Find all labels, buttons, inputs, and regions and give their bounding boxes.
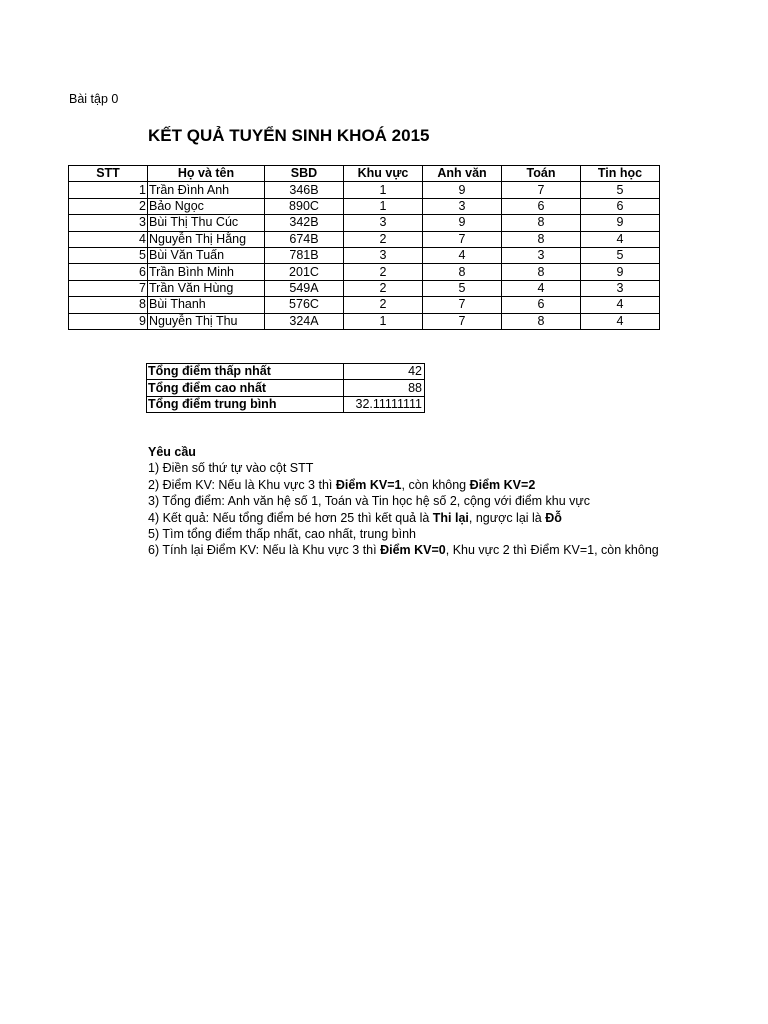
requirement-line <box>148 493 659 509</box>
cell-stt: 5 <box>69 247 148 263</box>
col-header-english: Anh văn <box>423 166 502 182</box>
summary-row-max <box>147 380 425 396</box>
table-row <box>69 247 660 263</box>
requirement-emphasis: Thi lại <box>432 510 469 525</box>
results-table <box>68 165 660 330</box>
requirement-text: 4) Kết quả: Nếu tổng điểm bé hơn 25 thì kết quả là <box>148 510 433 525</box>
cell-math: 4 <box>502 280 581 296</box>
cell-sbd: 324A <box>265 313 344 329</box>
cell-math: 6 <box>502 297 581 313</box>
cell-stt: 3 <box>69 215 148 231</box>
col-header-sbd: SBD <box>265 166 344 182</box>
cell-region: 3 <box>344 215 423 231</box>
cell-math: 8 <box>502 264 581 280</box>
requirement-line <box>148 510 659 526</box>
cell-english: 5 <box>423 280 502 296</box>
cell-name: Nguyễn Thị Hằng <box>148 231 265 247</box>
cell-informatics: 6 <box>581 198 660 214</box>
cell-english: 9 <box>423 182 502 198</box>
requirement-text: , còn không <box>401 477 470 492</box>
requirement-emphasis: Điểm KV=0 <box>380 543 446 558</box>
cell-name: Trần Văn Hùng <box>148 280 265 296</box>
cell-name: Bùi Văn Tuấn <box>148 247 265 263</box>
cell-informatics: 4 <box>581 297 660 313</box>
requirement-emphasis: Điểm KV=2 <box>469 477 536 492</box>
requirement-emphasis: Đỗ <box>545 510 562 525</box>
requirement-text: 1) Điền số thứ tự vào cột STT <box>148 461 314 476</box>
cell-sbd: 346B <box>265 182 344 198</box>
cell-english: 7 <box>423 297 502 313</box>
summary-value: 88 <box>344 380 425 396</box>
table-row <box>69 198 660 214</box>
cell-sbd: 890C <box>265 198 344 214</box>
cell-sbd: 342B <box>265 215 344 231</box>
cell-english: 9 <box>423 215 502 231</box>
requirement-line <box>148 460 659 476</box>
table-row <box>69 297 660 313</box>
col-header-region: Khu vực <box>344 166 423 182</box>
cell-sbd: 201C <box>265 264 344 280</box>
summary-value: 42 <box>344 364 425 380</box>
cell-region: 2 <box>344 231 423 247</box>
col-header-informatics: Tin học <box>581 166 660 182</box>
summary-value: 32.11111111 <box>344 396 425 412</box>
cell-region: 2 <box>344 264 423 280</box>
page-title: KẾT QUẢ TUYỂN SINH KHOÁ 2015 <box>148 126 430 145</box>
cell-name: Bùi Thị Thu Cúc <box>148 215 265 231</box>
cell-region: 1 <box>344 313 423 329</box>
cell-math: 8 <box>502 313 581 329</box>
cell-english: 3 <box>423 198 502 214</box>
requirements-heading: Yêu cầu <box>148 445 196 459</box>
requirements-section <box>148 444 659 559</box>
cell-informatics: 4 <box>581 313 660 329</box>
header-row <box>69 166 660 182</box>
requirement-text: 6) Tính lại Điểm KV: Nếu là Khu vực 3 thì <box>148 543 381 558</box>
summary-row-avg <box>147 396 425 412</box>
requirement-line <box>148 477 659 493</box>
requirements-list <box>148 460 659 558</box>
cell-english: 4 <box>423 247 502 263</box>
table-row <box>69 313 660 329</box>
cell-informatics: 9 <box>581 215 660 231</box>
table-row <box>69 215 660 231</box>
cell-english: 8 <box>423 264 502 280</box>
cell-informatics: 4 <box>581 231 660 247</box>
summary-row-min <box>147 364 425 380</box>
cell-math: 7 <box>502 182 581 198</box>
table-row <box>69 182 660 198</box>
sheet-label: Bài tập 0 <box>69 92 119 106</box>
cell-stt: 7 <box>69 280 148 296</box>
table-row <box>69 264 660 280</box>
cell-stt: 6 <box>69 264 148 280</box>
cell-stt: 1 <box>69 182 148 198</box>
cell-informatics: 5 <box>581 247 660 263</box>
cell-region: 1 <box>344 198 423 214</box>
cell-informatics: 3 <box>581 280 660 296</box>
requirement-text: 3) Tổng điểm: Anh văn hệ số 1, Toán và Tin học hệ số 2, cộng với điểm khu vực <box>148 494 591 509</box>
col-header-name: Họ và tên <box>148 166 265 182</box>
cell-region: 3 <box>344 247 423 263</box>
col-header-stt: STT <box>69 166 148 182</box>
cell-region: 1 <box>344 182 423 198</box>
summary-label: Tổng điểm thấp nhất <box>147 364 344 380</box>
cell-name: Trần Bình Minh <box>148 264 265 280</box>
requirement-text: , ngược lại là <box>468 510 546 525</box>
requirement-text: 5) Tìm tổng điểm thấp nhất, cao nhất, trung bình <box>148 527 416 542</box>
cell-name: Nguyễn Thị Thu <box>148 313 265 329</box>
cell-sbd: 549A <box>265 280 344 296</box>
requirement-emphasis: Điểm KV=1 <box>335 477 402 492</box>
requirement-text: , Khu vực 2 thì Điểm KV=1, còn không <box>445 543 659 558</box>
cell-english: 7 <box>423 313 502 329</box>
table-row <box>69 231 660 247</box>
cell-math: 6 <box>502 198 581 214</box>
cell-sbd: 576C <box>265 297 344 313</box>
cell-math: 3 <box>502 247 581 263</box>
cell-stt: 8 <box>69 297 148 313</box>
cell-name: Trần Đình Anh <box>148 182 265 198</box>
cell-informatics: 5 <box>581 182 660 198</box>
summary-label: Tổng điểm trung bình <box>147 396 344 412</box>
cell-stt: 9 <box>69 313 148 329</box>
cell-stt: 4 <box>69 231 148 247</box>
cell-name: Bùi Thanh <box>148 297 265 313</box>
requirement-line <box>148 526 659 542</box>
cell-region: 2 <box>344 280 423 296</box>
cell-informatics: 9 <box>581 264 660 280</box>
cell-stt: 2 <box>69 198 148 214</box>
cell-name: Bảo Ngọc <box>148 198 265 214</box>
cell-region: 2 <box>344 297 423 313</box>
summary-label: Tổng điểm cao nhất <box>147 380 344 396</box>
requirement-text: 2) Điểm KV: Nếu là Khu vực 3 thì <box>148 477 336 492</box>
table-row <box>69 280 660 296</box>
cell-sbd: 674B <box>265 231 344 247</box>
cell-math: 8 <box>502 231 581 247</box>
cell-english: 7 <box>423 231 502 247</box>
summary-table <box>146 363 425 413</box>
cell-sbd: 781B <box>265 247 344 263</box>
requirement-line <box>148 542 659 558</box>
col-header-math: Toán <box>502 166 581 182</box>
cell-math: 8 <box>502 215 581 231</box>
